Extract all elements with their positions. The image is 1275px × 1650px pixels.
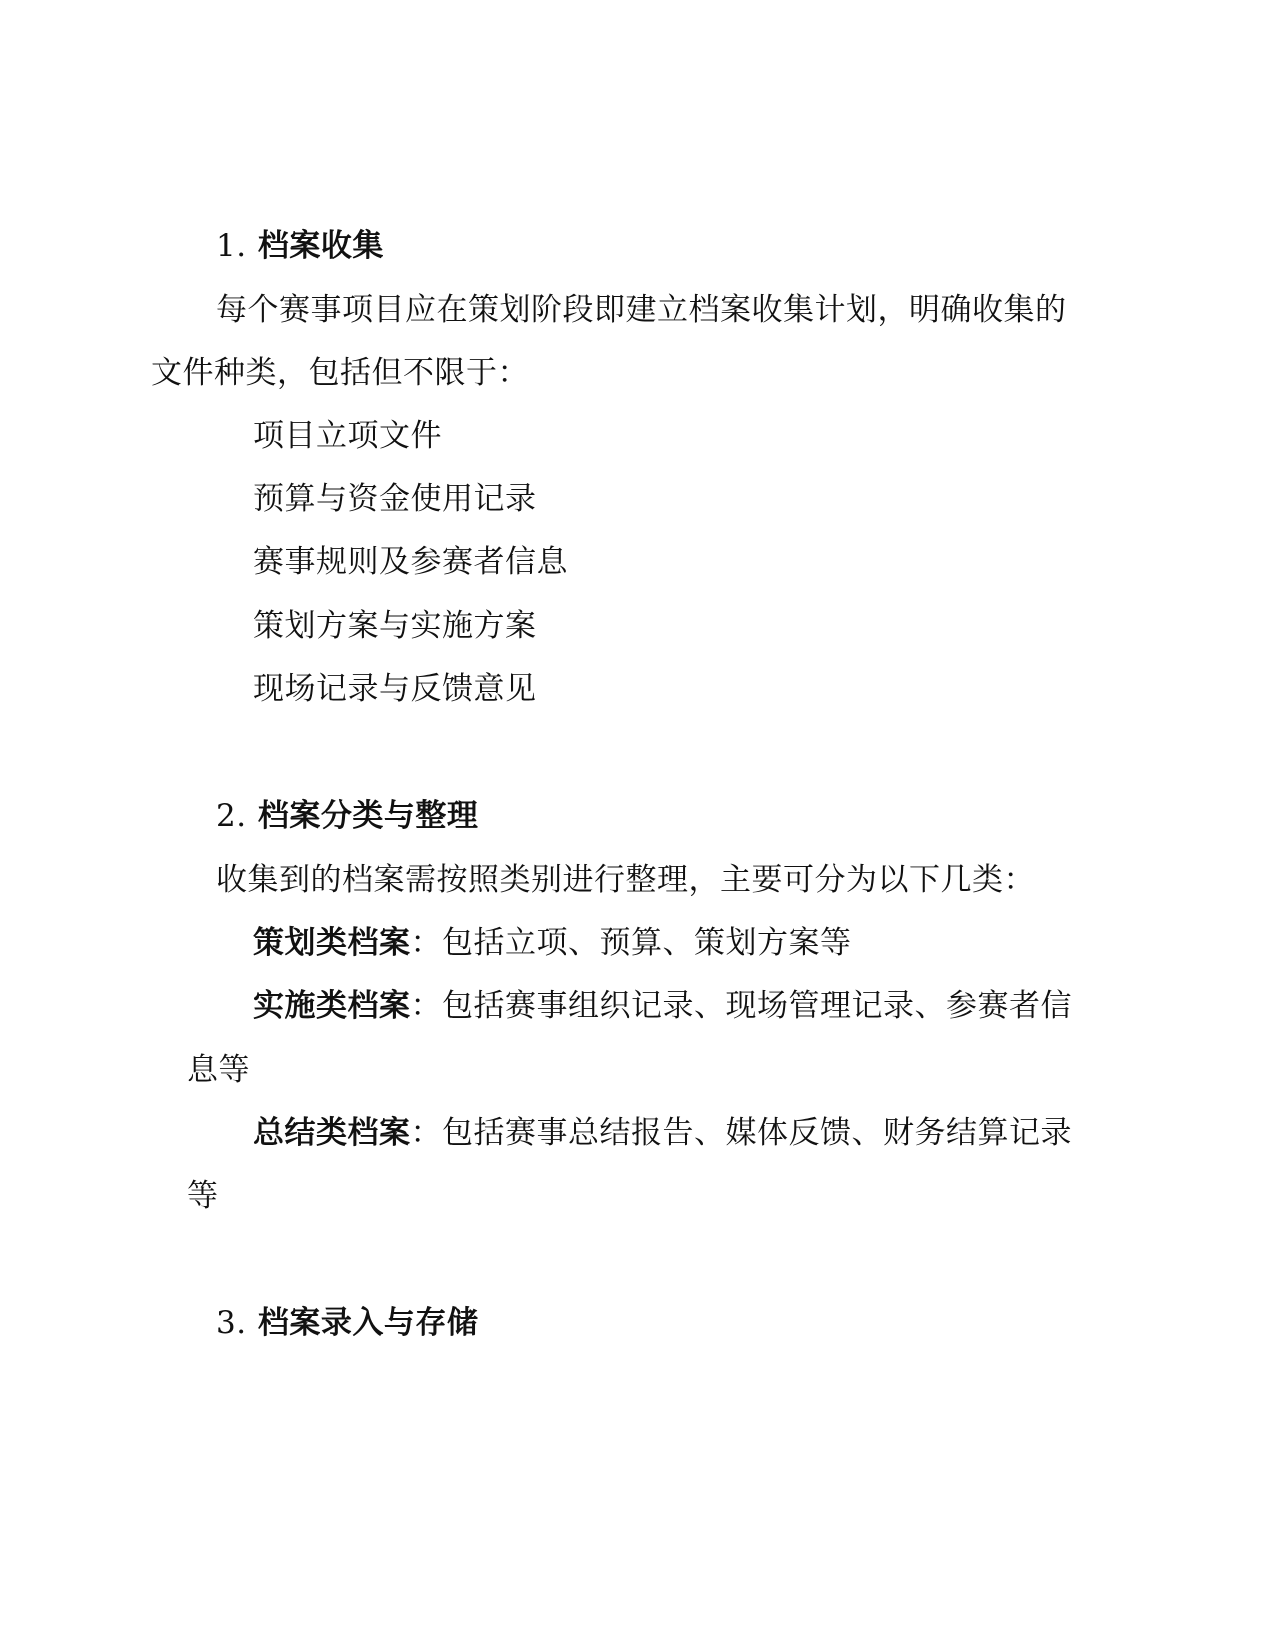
section-3-number: 3.	[216, 1305, 247, 1341]
section-2-number: 2.	[216, 798, 247, 834]
category-summary-continued: 等	[187, 1178, 219, 1214]
section-2-title: 档案分类与整理	[257, 798, 479, 834]
section-3-heading	[216, 1303, 478, 1343]
category-label: 策划类档案	[253, 925, 411, 961]
section-2-intro: 收集到的档案需按照类别进行整理，主要可分为以下几类：	[216, 862, 1035, 898]
category-planning	[253, 923, 852, 963]
list-item: 策划方案与实施方案	[253, 608, 537, 644]
list-item: 赛事规则及参赛者信息	[253, 544, 568, 580]
section-1-heading	[216, 226, 384, 266]
section-1-intro-line-1: 每个赛事项目应在策划阶段即建立档案收集计划，明确收集的	[216, 292, 1067, 328]
section-1-intro-line-2: 文件种类，包括但不限于：	[151, 355, 529, 391]
category-implementation	[253, 986, 1072, 1026]
category-colon: ：	[410, 988, 442, 1024]
category-colon: ：	[410, 1115, 442, 1151]
category-colon: ：	[410, 925, 442, 961]
list-item: 预算与资金使用记录	[253, 481, 537, 517]
category-label: 实施类档案	[253, 988, 411, 1024]
section-3-title: 档案录入与存储	[257, 1305, 479, 1341]
category-summary	[253, 1113, 1072, 1153]
category-implementation-continued: 息等	[187, 1052, 250, 1088]
section-1-number: 1.	[216, 228, 247, 264]
category-text: 包括赛事组织记录、现场管理记录、参赛者信	[442, 988, 1072, 1024]
category-text: 包括立项、预算、策划方案等	[442, 925, 852, 961]
list-item: 项目立项文件	[253, 418, 442, 454]
category-text: 包括赛事总结报告、媒体反馈、财务结算记录	[442, 1115, 1072, 1151]
section-1-title: 档案收集	[257, 228, 384, 264]
list-item: 现场记录与反馈意见	[253, 671, 537, 707]
category-label: 总结类档案	[253, 1115, 411, 1151]
section-2-heading	[216, 796, 478, 836]
